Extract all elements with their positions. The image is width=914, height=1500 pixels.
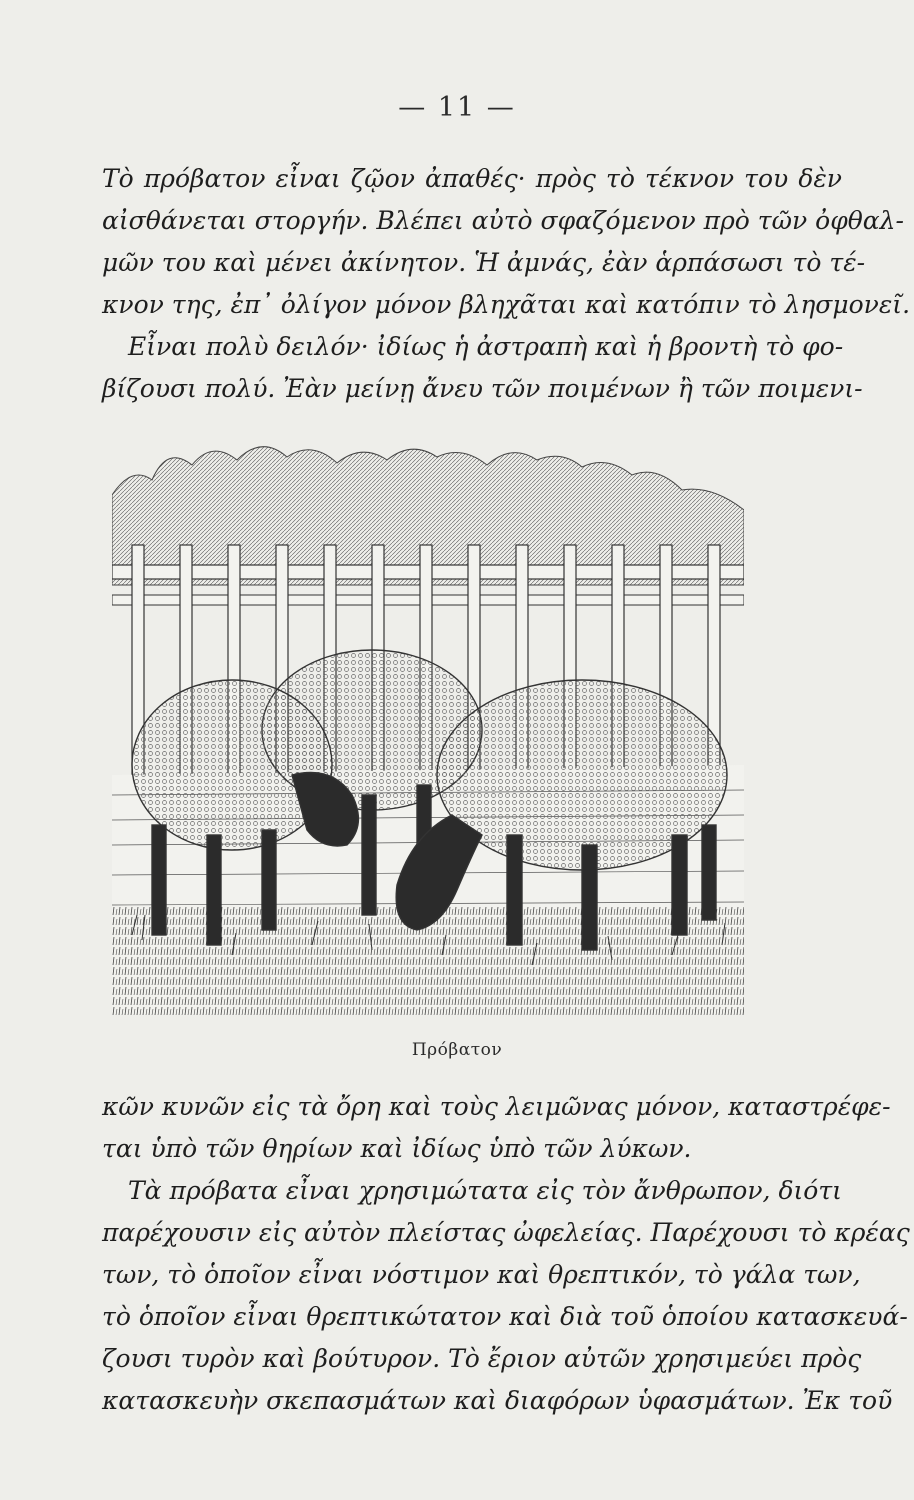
sheep-illustration xyxy=(112,435,744,1025)
text-line: Τὸ πρόβατον εἶναι ζῷον ἀπαθές· πρὸς τὸ τέκνον του δὲν xyxy=(102,164,842,193)
text-line: βίζουσι πολύ. Ἐὰν μείνῃ ἄνευ τῶν ποιμένων ἢ τῶν ποιμενι- xyxy=(102,374,863,403)
text-line: μῶν του καὶ μένει ἀκίνητον. Ἡ ἀμνάς, ἐὰν ἁρπάσωσι τὸ τέ- xyxy=(102,248,866,277)
text-line: τὸ ὁποῖον εἶναι θρεπτικώτατον καὶ διὰ τοῦ ὁποίου κατασκευά- xyxy=(102,1302,908,1331)
text-line: Εἶναι πολὺ δειλόν· ἰδίως ἡ ἀστραπὴ καὶ ἡ βροντὴ τὸ φο- xyxy=(128,332,844,361)
text-line: των, τὸ ὁποῖον εἶναι νόστιμον καὶ θρεπτικόν, τὸ γάλα των, xyxy=(102,1260,861,1289)
text-line: κῶν κυνῶν εἰς τὰ ὄρη καὶ τοὺς λειμῶνας μόνον, καταστρέφε- xyxy=(102,1092,891,1121)
figure-caption: Πρόβατον xyxy=(411,1040,503,1060)
text-line: παρέχουσιν εἰς αὐτὸν πλείστας ὠφελείας. Παρέχουσι τὸ κρέας xyxy=(102,1218,910,1247)
bottom-paragraph xyxy=(102,1086,910,1422)
text-line: κνον της, ἐπ᾽ ὀλίγον μόνον βληχᾶται καὶ κατόπιν τὸ λησμονεῖ. xyxy=(102,290,911,319)
text-line: ζουσι τυρὸν καὶ βούτυρον. Τὸ ἔριον αὐτῶν χρησιμεύει πρὸς xyxy=(102,1344,862,1373)
text-line: ται ὑπὸ τῶν θηρίων καὶ ἰδίως ὑπὸ τῶν λύκων. xyxy=(102,1134,692,1163)
text-line: αἰσθάνεται στοργήν. Βλέπει αὐτὸ σφαζόμενον πρὸ τῶν ὀφθαλ- xyxy=(102,206,904,235)
sheep-engraving xyxy=(112,435,744,1025)
text-line: Τὰ πρόβατα εἶναι χρησιμώτατα εἰς τὸν ἄνθρωπον, διότι xyxy=(128,1176,842,1205)
page-number: — 11 — xyxy=(398,92,516,123)
top-paragraph xyxy=(102,158,911,410)
text-line: κατασκευὴν σκεπασμάτων καὶ διαφόρων ὑφασμάτων. Ἐκ τοῦ xyxy=(102,1386,893,1415)
